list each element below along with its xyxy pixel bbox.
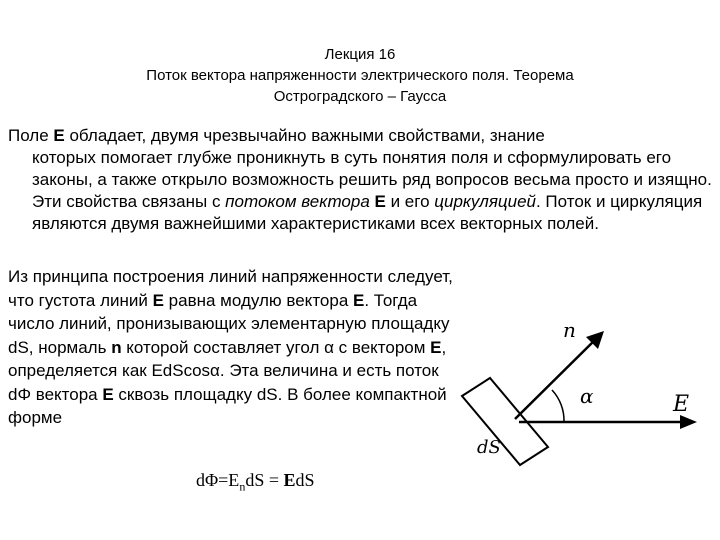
circulation-term: циркуляцией xyxy=(434,192,536,211)
vector-e-symbol: E xyxy=(102,384,114,404)
lecture-topic-line2: Остроградского – Гаусса xyxy=(273,88,447,105)
intro-paragraph: Поле E обладает, двумя чрезвычайно важными свойствами, знание которых помогает глубже проникнуть в суть понятия поля и сформулировать его законы, а также открыло возможность решить ряд вопросов весьма просто и изящно. Эти свойства связаны с потоком вектора E и его циркуляцией. Поток и циркуляция являются двумя важнейшими характеристиками всех векторных полей. xyxy=(8,126,712,233)
lecture-topic-line1: Поток вектора напряженности электрического поля. Теорема xyxy=(146,67,574,84)
flux-formula: $d\Phi=E_ndS$ = EdS xyxy=(196,470,315,494)
normal-n-symbol: n xyxy=(111,337,122,357)
angle-arc xyxy=(552,390,564,422)
label-n: n xyxy=(563,318,576,342)
field-arrowhead xyxy=(680,415,697,429)
vector-e-symbol: E xyxy=(430,337,442,357)
vector-e-symbol: E xyxy=(374,192,386,211)
lecture-title xyxy=(0,44,720,107)
flux-diagram xyxy=(455,305,720,475)
label-e: E xyxy=(673,392,690,417)
label-ds: dS xyxy=(477,437,501,458)
lecture-number: Лекция 16 xyxy=(324,46,396,63)
vector-e-symbol: E xyxy=(152,290,164,310)
vector-e-symbol: E xyxy=(53,126,65,145)
vector-e-symbol: E xyxy=(353,290,365,310)
flux-explanation-paragraph: Из принципа построения линий напряженности следует, что густота линий E равна модулю вектора E. Тогда число линий, пронизывающих элементарную площадку dS, нормаль n которой составляет угол α с вектором E, определяется как EdScosα. Эта величина и есть поток dΦ вектора E сквозь площадку dS. В более компактной форме xyxy=(8,267,453,427)
label-alpha: α xyxy=(580,384,594,408)
flux-term: потоком вектора xyxy=(225,192,370,211)
